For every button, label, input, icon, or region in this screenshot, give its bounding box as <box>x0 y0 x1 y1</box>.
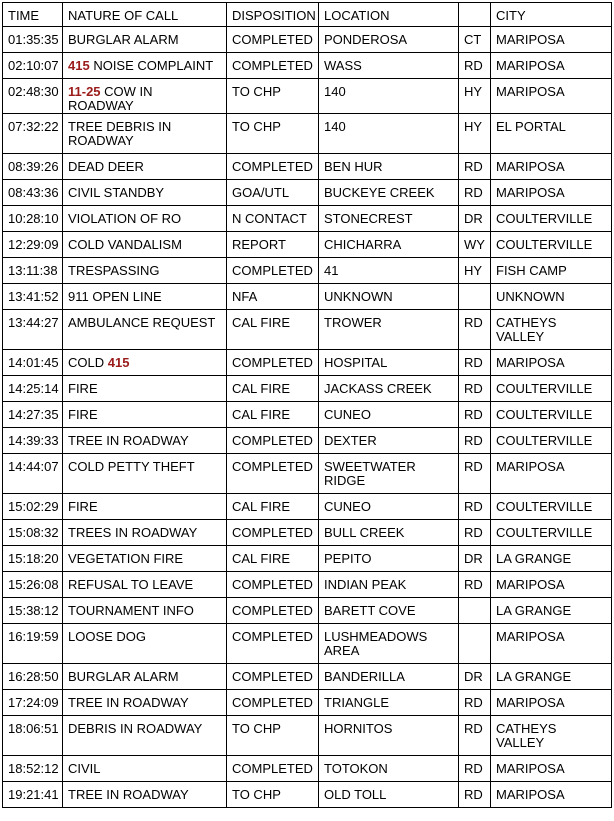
call-log-table <box>2 2 612 808</box>
cell-disposition: CAL FIRE <box>227 310 319 350</box>
call-nature-text: TREE IN ROADWAY <box>68 433 189 448</box>
cell-disposition: REPORT <box>227 232 319 258</box>
call-nature-text: CIVIL STANDBY <box>68 185 165 200</box>
cell-time: 08:43:36 <box>3 180 63 206</box>
call-nature-text: AMBULANCE REQUEST <box>68 315 216 330</box>
cell-location: CHICHARRA <box>319 232 459 258</box>
cell-time: 14:44:07 <box>3 454 63 494</box>
cell-time: 12:29:09 <box>3 232 63 258</box>
cell-suffix <box>459 624 491 664</box>
cell-suffix: RD <box>459 376 491 402</box>
call-nature-text: TREE DEBRIS IN ROADWAY <box>68 119 172 148</box>
cell-suffix: HY <box>459 79 491 114</box>
cell-nature <box>63 546 227 572</box>
cell-location: LUSHMEADOWS AREA <box>319 624 459 664</box>
cell-suffix <box>459 284 491 310</box>
call-nature-text: TREES IN ROADWAY <box>68 525 198 540</box>
call-nature-text: FIRE <box>68 499 98 514</box>
cell-suffix: RD <box>459 690 491 716</box>
cell-city: LA GRANGE <box>491 664 612 690</box>
cell-city: COULTERVILLE <box>491 428 612 454</box>
cell-location: WASS <box>319 53 459 79</box>
cell-disposition: COMPLETED <box>227 664 319 690</box>
header-location: LOCATION <box>319 3 459 27</box>
cell-city: LA GRANGE <box>491 546 612 572</box>
table-row <box>3 284 612 310</box>
cell-time: 13:41:52 <box>3 284 63 310</box>
cell-time: 01:35:35 <box>3 27 63 53</box>
cell-nature <box>63 690 227 716</box>
call-nature-text: COW IN ROADWAY <box>68 84 153 113</box>
cell-suffix: DR <box>459 206 491 232</box>
table-row <box>3 180 612 206</box>
cell-location: 41 <box>319 258 459 284</box>
cell-city: LA GRANGE <box>491 598 612 624</box>
table-row <box>3 494 612 520</box>
cell-time: 13:44:27 <box>3 310 63 350</box>
header-disposition: DISPOSITION <box>227 3 319 27</box>
table-row <box>3 258 612 284</box>
cell-nature <box>63 624 227 664</box>
table-row <box>3 520 612 546</box>
cell-location: DEXTER <box>319 428 459 454</box>
cell-city: MARIPOSA <box>491 690 612 716</box>
call-code: 415 <box>68 58 90 73</box>
cell-disposition: NFA <box>227 284 319 310</box>
cell-time: 13:11:38 <box>3 258 63 284</box>
cell-nature <box>63 79 227 114</box>
call-nature-text: LOOSE DOG <box>68 629 147 644</box>
call-nature-text: DEBRIS IN ROADWAY <box>68 721 203 736</box>
table-row <box>3 376 612 402</box>
cell-time: 15:02:29 <box>3 494 63 520</box>
cell-time: 15:08:32 <box>3 520 63 546</box>
cell-time: 18:06:51 <box>3 716 63 756</box>
cell-nature <box>63 154 227 180</box>
call-nature-text: 911 OPEN LINE <box>68 289 162 304</box>
cell-nature <box>63 232 227 258</box>
table-row <box>3 114 612 154</box>
table-row <box>3 310 612 350</box>
cell-nature <box>63 350 227 376</box>
cell-city: UNKNOWN <box>491 284 612 310</box>
cell-disposition: COMPLETED <box>227 572 319 598</box>
cell-suffix: RD <box>459 428 491 454</box>
call-nature-text: TREE IN ROADWAY <box>68 695 189 710</box>
cell-nature <box>63 310 227 350</box>
cell-time: 02:48:30 <box>3 79 63 114</box>
cell-location: BANDERILLA <box>319 664 459 690</box>
table-row <box>3 454 612 494</box>
cell-location: BULL CREEK <box>319 520 459 546</box>
cell-time: 14:39:33 <box>3 428 63 454</box>
cell-disposition: COMPLETED <box>227 690 319 716</box>
cell-suffix: RD <box>459 154 491 180</box>
cell-time: 10:28:10 <box>3 206 63 232</box>
header-row <box>3 3 612 27</box>
cell-time: 07:32:22 <box>3 114 63 154</box>
cell-suffix: RD <box>459 310 491 350</box>
cell-nature <box>63 376 227 402</box>
cell-time: 16:19:59 <box>3 624 63 664</box>
cell-suffix: DR <box>459 546 491 572</box>
cell-disposition: COMPLETED <box>227 520 319 546</box>
table-row <box>3 782 612 808</box>
cell-nature <box>63 258 227 284</box>
cell-suffix: RD <box>459 454 491 494</box>
cell-location: BEN HUR <box>319 154 459 180</box>
table-row <box>3 664 612 690</box>
cell-time: 19:21:41 <box>3 782 63 808</box>
cell-city: MARIPOSA <box>491 572 612 598</box>
call-nature-text: REFUSAL TO LEAVE <box>68 577 194 592</box>
call-nature-text: COLD PETTY THEFT <box>68 459 195 474</box>
cell-location: CUNEO <box>319 402 459 428</box>
header-city: CITY <box>491 3 612 27</box>
cell-suffix: HY <box>459 114 491 154</box>
cell-location: UNKNOWN <box>319 284 459 310</box>
cell-location: SWEETWATER RIDGE <box>319 454 459 494</box>
call-nature-text: BURGLAR ALARM <box>68 32 179 47</box>
cell-suffix: CT <box>459 27 491 53</box>
cell-disposition: TO CHP <box>227 79 319 114</box>
cell-city: MARIPOSA <box>491 79 612 114</box>
cell-location: TROWER <box>319 310 459 350</box>
cell-city: MARIPOSA <box>491 782 612 808</box>
cell-nature <box>63 180 227 206</box>
cell-location: TRIANGLE <box>319 690 459 716</box>
header-nature: NATURE OF CALL <box>63 3 227 27</box>
cell-disposition: TO CHP <box>227 716 319 756</box>
call-nature-text: BURGLAR ALARM <box>68 669 179 684</box>
cell-location: 140 <box>319 114 459 154</box>
cell-city: FISH CAMP <box>491 258 612 284</box>
cell-location: HORNITOS <box>319 716 459 756</box>
cell-time: 18:52:12 <box>3 756 63 782</box>
cell-time: 14:27:35 <box>3 402 63 428</box>
table-row <box>3 572 612 598</box>
cell-location: PEPITO <box>319 546 459 572</box>
cell-time: 17:24:09 <box>3 690 63 716</box>
cell-location: STONECREST <box>319 206 459 232</box>
cell-disposition: CAL FIRE <box>227 402 319 428</box>
cell-suffix: RD <box>459 716 491 756</box>
cell-nature <box>63 782 227 808</box>
table-row <box>3 624 612 664</box>
header-suffix <box>459 3 491 27</box>
cell-time: 16:28:50 <box>3 664 63 690</box>
cell-city: COULTERVILLE <box>491 520 612 546</box>
call-nature-text: FIRE <box>68 407 98 422</box>
cell-location: BARETT COVE <box>319 598 459 624</box>
cell-disposition: COMPLETED <box>227 624 319 664</box>
cell-city: EL PORTAL <box>491 114 612 154</box>
call-nature-text: COLD VANDALISM <box>68 237 182 252</box>
call-nature-text: COLD <box>68 355 108 370</box>
call-nature-text: CIVIL <box>68 761 101 776</box>
cell-time: 08:39:26 <box>3 154 63 180</box>
cell-city: COULTERVILLE <box>491 232 612 258</box>
cell-nature <box>63 206 227 232</box>
cell-city: MARIPOSA <box>491 756 612 782</box>
call-nature-text: TREE IN ROADWAY <box>68 787 189 802</box>
cell-location: BUCKEYE CREEK <box>319 180 459 206</box>
cell-disposition: TO CHP <box>227 782 319 808</box>
cell-disposition: COMPLETED <box>227 598 319 624</box>
cell-nature <box>63 53 227 79</box>
cell-city: CATHEYS VALLEY <box>491 310 612 350</box>
cell-suffix: RD <box>459 520 491 546</box>
cell-disposition: CAL FIRE <box>227 546 319 572</box>
cell-disposition: CAL FIRE <box>227 494 319 520</box>
call-nature-text: DEAD DEER <box>68 159 144 174</box>
table-row <box>3 428 612 454</box>
cell-suffix: RD <box>459 53 491 79</box>
cell-suffix: RD <box>459 180 491 206</box>
table-row <box>3 154 612 180</box>
cell-suffix: WY <box>459 232 491 258</box>
table-row <box>3 350 612 376</box>
cell-nature <box>63 114 227 154</box>
cell-nature <box>63 520 227 546</box>
cell-nature <box>63 598 227 624</box>
table-row <box>3 53 612 79</box>
cell-nature <box>63 572 227 598</box>
cell-nature <box>63 428 227 454</box>
cell-disposition: TO CHP <box>227 114 319 154</box>
cell-time: 15:26:08 <box>3 572 63 598</box>
table-row <box>3 206 612 232</box>
cell-location: 140 <box>319 79 459 114</box>
table-row <box>3 546 612 572</box>
call-nature-text: TRESPASSING <box>68 263 160 278</box>
cell-location: OLD TOLL <box>319 782 459 808</box>
cell-time: 15:18:20 <box>3 546 63 572</box>
table-row <box>3 716 612 756</box>
cell-suffix: RD <box>459 350 491 376</box>
cell-city: COULTERVILLE <box>491 402 612 428</box>
table-row <box>3 690 612 716</box>
cell-disposition: COMPLETED <box>227 27 319 53</box>
cell-nature <box>63 756 227 782</box>
cell-city: CATHEYS VALLEY <box>491 716 612 756</box>
cell-disposition: COMPLETED <box>227 454 319 494</box>
cell-time: 15:38:12 <box>3 598 63 624</box>
cell-disposition: COMPLETED <box>227 258 319 284</box>
cell-nature <box>63 402 227 428</box>
cell-suffix: DR <box>459 664 491 690</box>
cell-nature <box>63 494 227 520</box>
header-time: TIME <box>3 3 63 27</box>
cell-location: TOTOKON <box>319 756 459 782</box>
cell-suffix: HY <box>459 258 491 284</box>
call-nature-text: TOURNAMENT INFO <box>68 603 194 618</box>
cell-suffix: RD <box>459 494 491 520</box>
call-nature-text: NOISE COMPLAINT <box>89 58 214 73</box>
cell-disposition: COMPLETED <box>227 350 319 376</box>
cell-time: 02:10:07 <box>3 53 63 79</box>
call-code: 11-25 <box>68 84 101 99</box>
cell-city: COULTERVILLE <box>491 206 612 232</box>
table-row <box>3 79 612 114</box>
cell-time: 14:25:14 <box>3 376 63 402</box>
cell-disposition: COMPLETED <box>227 154 319 180</box>
cell-nature <box>63 664 227 690</box>
call-code: 415 <box>107 355 130 370</box>
cell-nature <box>63 27 227 53</box>
cell-suffix: RD <box>459 782 491 808</box>
table-row <box>3 598 612 624</box>
cell-city: MARIPOSA <box>491 53 612 79</box>
cell-city: MARIPOSA <box>491 154 612 180</box>
cell-location: PONDEROSA <box>319 27 459 53</box>
cell-city: MARIPOSA <box>491 180 612 206</box>
table-row <box>3 402 612 428</box>
table-row <box>3 756 612 782</box>
cell-city: MARIPOSA <box>491 454 612 494</box>
cell-suffix: RD <box>459 402 491 428</box>
cell-disposition: CAL FIRE <box>227 376 319 402</box>
cell-disposition: GOA/UTL <box>227 180 319 206</box>
cell-disposition: COMPLETED <box>227 428 319 454</box>
cell-suffix <box>459 598 491 624</box>
cell-nature <box>63 716 227 756</box>
cell-suffix: RD <box>459 572 491 598</box>
cell-location: HOSPITAL <box>319 350 459 376</box>
cell-city: COULTERVILLE <box>491 376 612 402</box>
call-nature-text: VIOLATION OF RO <box>68 211 182 226</box>
cell-location: INDIAN PEAK <box>319 572 459 598</box>
cell-city: MARIPOSA <box>491 624 612 664</box>
cell-time: 14:01:45 <box>3 350 63 376</box>
cell-disposition: N CONTACT <box>227 206 319 232</box>
cell-suffix: RD <box>459 756 491 782</box>
cell-disposition: COMPLETED <box>227 756 319 782</box>
call-nature-text: FIRE <box>68 381 98 396</box>
call-rows <box>3 27 612 808</box>
cell-disposition: COMPLETED <box>227 53 319 79</box>
cell-city: MARIPOSA <box>491 350 612 376</box>
cell-city: COULTERVILLE <box>491 494 612 520</box>
cell-nature <box>63 454 227 494</box>
table-row <box>3 232 612 258</box>
call-nature-text: VEGETATION FIRE <box>68 551 184 566</box>
cell-nature <box>63 284 227 310</box>
table-row <box>3 27 612 53</box>
cell-city: MARIPOSA <box>491 27 612 53</box>
cell-location: CUNEO <box>319 494 459 520</box>
cell-location: JACKASS CREEK <box>319 376 459 402</box>
